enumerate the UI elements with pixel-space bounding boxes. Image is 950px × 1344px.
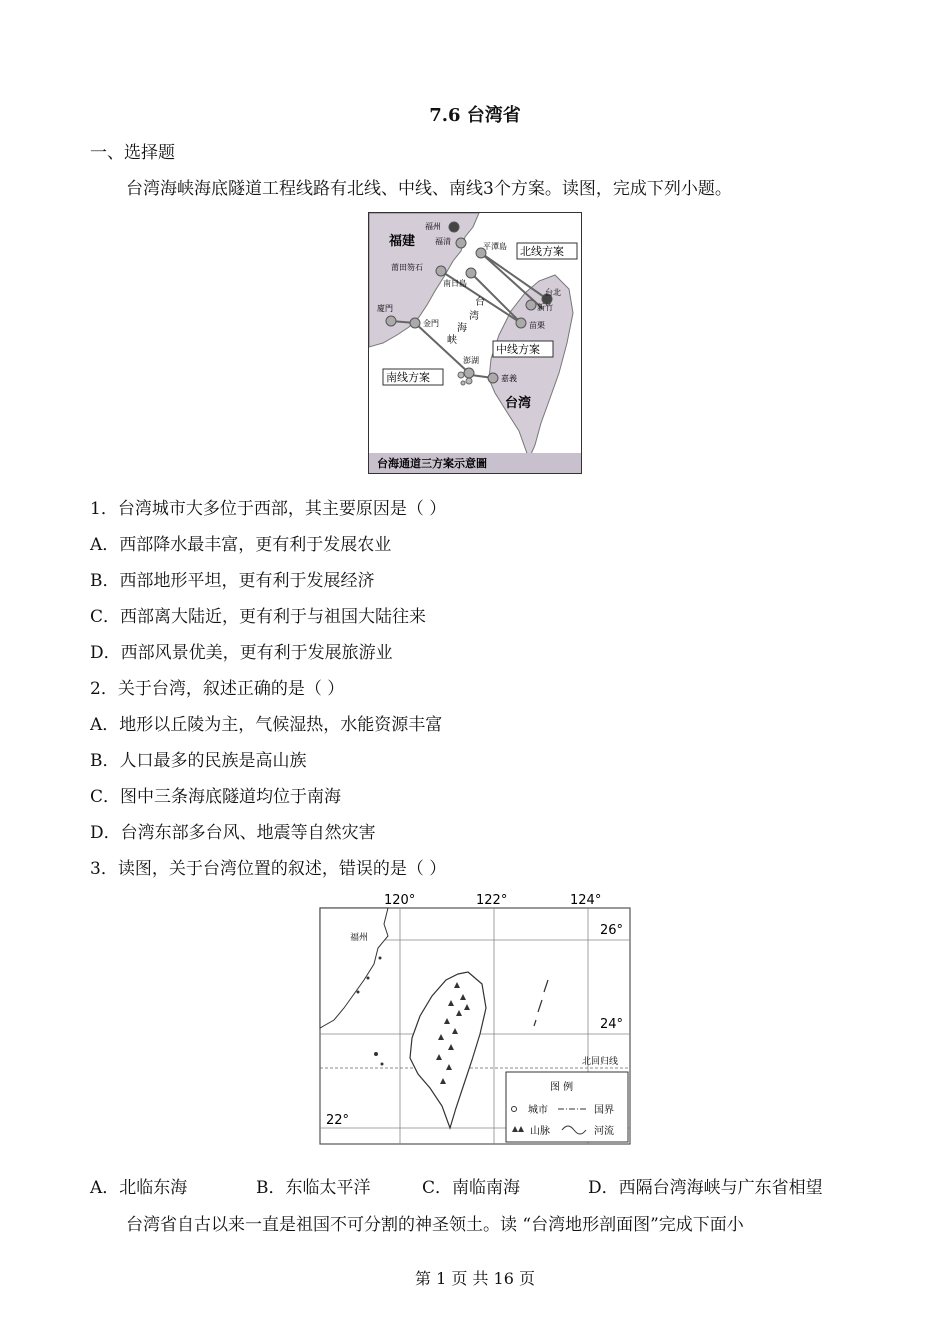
- section-heading: 一、选择题: [90, 143, 175, 163]
- strait-label: 峡: [447, 335, 457, 346]
- lat-label: 26°: [600, 923, 624, 938]
- legend-title: 图 例: [550, 1082, 574, 1093]
- intro-paragraph-2: 台湾省自古以来一直是祖国不可分割的神圣领土。读 “台湾地形剖面图”完成下面小: [126, 1215, 744, 1235]
- question-1-option-a: A．西部降水最丰富，更有利于发展农业: [90, 535, 392, 555]
- region-label-fujian: 福建: [389, 234, 416, 249]
- legend-border: 国界: [594, 1105, 614, 1116]
- question-1-option-b: B．西部地形平坦，更有利于发展经济: [90, 571, 375, 591]
- page-title: 7.6 台湾省: [429, 105, 521, 126]
- question-3-option-b: B．东临太平洋: [256, 1178, 371, 1198]
- question-1-option-d: D．西部风景优美，更有利于发展旅游业: [90, 643, 393, 663]
- map-caption: 台海通道三方案示意圖: [377, 457, 487, 470]
- question-2-stem: 2．关于台湾，叙述正确的是（ ）: [90, 679, 345, 699]
- question-2-option-b: B．人口最多的民族是高山族: [90, 751, 307, 771]
- city-label: 台北: [545, 288, 561, 297]
- question-3-stem: 3．读图，关于台湾位置的叙述，错误的是（ ）: [90, 859, 447, 879]
- question-1-option-c: C．西部离大陆近，更有利于与祖国大陆往来: [90, 607, 427, 627]
- city-label: 福清: [435, 237, 451, 246]
- plan-label-south: 南线方案: [386, 371, 430, 384]
- city-label: 莆田笏石: [391, 263, 423, 272]
- plan-label-middle: 中线方案: [496, 343, 540, 356]
- city-label: 嘉義: [501, 374, 517, 383]
- lat-label: 24°: [600, 1017, 624, 1032]
- city-label: 平潭島: [483, 242, 507, 251]
- tunnel-plans-map: [368, 212, 582, 474]
- question-1-stem: 1．台湾城市大多位于西部，其主要原因是（ ）: [90, 499, 447, 519]
- city-label: 廈門: [377, 304, 393, 313]
- tropic-label: 北回归线: [582, 1057, 619, 1067]
- lon-label: 120°: [384, 893, 416, 908]
- city-label: 福州: [425, 222, 441, 231]
- strait-label: 湾: [469, 311, 479, 322]
- region-label-taiwan: 台湾: [505, 396, 532, 411]
- city-label: 新竹: [537, 303, 553, 312]
- legend-mountain: 山脉: [530, 1126, 550, 1137]
- lon-label: 124°: [570, 893, 602, 908]
- page-footer: 第 1 页 共 16 页: [415, 1269, 535, 1288]
- question-2-option-c: C．图中三条海底隧道均位于南海: [90, 787, 342, 807]
- city-label: 南日島: [443, 279, 467, 288]
- question-2-option-a: A．地形以丘陵为主，气候湿热，水能资源丰富: [90, 715, 443, 735]
- intro-paragraph: 台湾海峡海底隧道工程线路有北线、中线、南线3个方案。读图，完成下列小题。: [126, 179, 732, 199]
- lon-label: 122°: [476, 893, 508, 908]
- question-3-option-a: A．北临东海: [90, 1178, 188, 1198]
- question-2-option-d: D．台湾东部多台风、地震等自然灾害: [90, 823, 376, 843]
- plan-label-north: 北线方案: [520, 245, 564, 258]
- city-label: 金門: [423, 319, 439, 328]
- legend-river: 河流: [594, 1126, 614, 1137]
- city-label: 澎湖: [463, 356, 479, 365]
- lat-label: 22°: [326, 1113, 350, 1128]
- question-3-option-d: D．西隔台湾海峡与广东省相望: [588, 1178, 823, 1198]
- city-label: 福州: [350, 933, 369, 943]
- strait-label: 台: [475, 297, 485, 308]
- question-3-option-c: C．南临南海: [422, 1178, 521, 1198]
- taiwan-location-map: [318, 888, 632, 1148]
- strait-label: 海: [457, 323, 467, 334]
- legend-city: 城市: [528, 1105, 548, 1116]
- city-label: 苗栗: [529, 321, 545, 330]
